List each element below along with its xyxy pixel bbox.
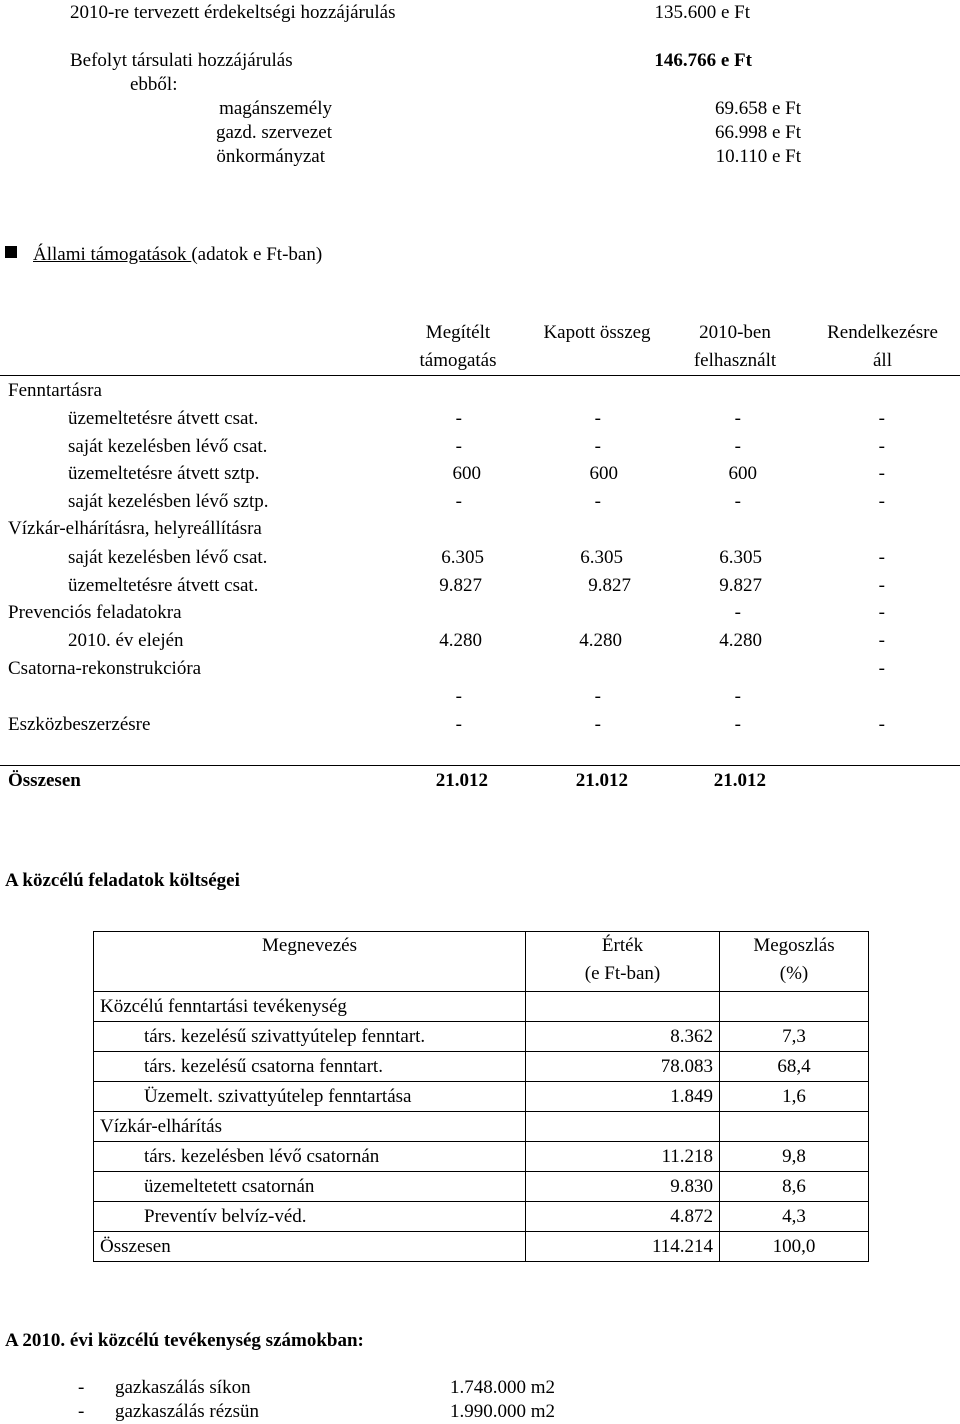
cell-received: 4.280 [579, 630, 622, 651]
row-value: 11.218 [526, 1142, 720, 1172]
cell-granted: - [455, 491, 462, 512]
row-label: Csatorna-rekonstrukcióra [8, 658, 202, 679]
contributor-label: gazd. szervezet [215, 122, 332, 143]
table-row [94, 1142, 869, 1172]
row-value: 9.830 [526, 1172, 720, 1202]
planned-contribution-label: 2010-re tervezett érdekeltségi hozzájárulás [70, 2, 396, 23]
row-share: 1,6 [720, 1082, 869, 1112]
cell-used: - [734, 714, 741, 735]
cell-used: 4.280 [719, 630, 762, 651]
total-granted: 21.012 [435, 770, 488, 791]
row-share: 68,4 [720, 1052, 869, 1082]
total-share: 100,0 [720, 1232, 869, 1262]
contributor-label: magánszemély [219, 98, 332, 119]
list-dash: - [78, 1377, 85, 1398]
contributor-value: 10.110 e Ft [715, 146, 801, 167]
cell-available: - [878, 658, 885, 679]
cell-granted: - [455, 686, 462, 707]
total-name: Összesen [94, 1232, 526, 1262]
cell-available: - [878, 630, 885, 651]
cell-received: - [594, 714, 601, 735]
table-row [94, 1202, 869, 1232]
row-name: társ. kezelésű csatorna fenntart. [94, 1052, 526, 1082]
cell-used: - [734, 602, 741, 623]
numbers-title: A 2010. évi közcélú tevékenység számokban: [5, 1330, 364, 1351]
row-label: saját kezelésben lévő csat. [68, 436, 268, 457]
row-label: üzemeltetésre átvett csat. [68, 575, 259, 596]
cell-used: - [734, 408, 741, 429]
row-label: saját kezelésben lévő sztp. [68, 491, 269, 512]
row-name: Preventív belvíz-véd. [94, 1202, 526, 1232]
cell-available: - [878, 547, 885, 568]
row-label: Eszközbeszerzésre [8, 714, 151, 735]
total-label: Összesen [8, 770, 81, 791]
col-header-granted: Megítélt támogatás [419, 322, 497, 371]
cell-used: - [734, 686, 741, 707]
table-row [94, 1172, 869, 1202]
cell-used: - [734, 436, 741, 457]
row-name: Üzemelt. szivattyútelep fenntartása [94, 1082, 526, 1112]
cell-available: - [878, 714, 885, 735]
cell-available: - [878, 408, 885, 429]
table-row [94, 1052, 869, 1082]
cell-received: 9.827 [588, 575, 631, 596]
cell-granted: 6.305 [441, 547, 484, 568]
group-label: Vízkár-elhárítás [94, 1112, 526, 1142]
row-label: saját kezelésben lévő csat. [68, 547, 268, 568]
state-subsidies-title: Állami támogatások (adatok e Ft-ban) [33, 244, 323, 265]
public-costs-table [93, 931, 869, 1262]
cell-available: - [878, 575, 885, 596]
cell-used: 6.305 [719, 547, 762, 568]
row-label: Prevenciós feladatokra [8, 602, 182, 623]
row-name: üzemeltetett csatornán [94, 1172, 526, 1202]
cell-available: - [878, 463, 885, 484]
row-label: 2010. év elején [68, 630, 184, 651]
row-share: 7,3 [720, 1022, 869, 1052]
total-received: 21.012 [575, 770, 628, 791]
collected-contribution-label: Befolyt társulati hozzájárulás [70, 50, 293, 71]
row-value: 1.849 [526, 1082, 720, 1112]
row-share: 9,8 [720, 1142, 869, 1172]
contributor-value: 69.658 e Ft [714, 98, 801, 119]
cell-used: 600 [728, 463, 757, 484]
contributor-value: 66.998 e Ft [714, 122, 801, 143]
cell-granted: - [455, 714, 462, 735]
total-value: 114.214 [526, 1232, 720, 1262]
cell-granted: 600 [452, 463, 481, 484]
row-value: 4.872 [526, 1202, 720, 1232]
cell-received: - [594, 491, 601, 512]
header-share: Megoszlás (%) [720, 932, 869, 992]
col-header-received: Kapott összeg [543, 322, 651, 343]
header-name: Megnevezés [94, 932, 526, 992]
contributor-label: önkormányzat [216, 146, 325, 167]
cell-received: - [594, 408, 601, 429]
cell-received: 6.305 [580, 547, 623, 568]
row-name: társ. kezelésű szivattyútelep fenntart. [94, 1022, 526, 1052]
list-item-value: 1.990.000 m2 [450, 1401, 556, 1422]
row-name: társ. kezelésben lévő csatornán [94, 1142, 526, 1172]
total-rule [0, 765, 960, 766]
header-rule [0, 375, 960, 376]
cell-available: - [878, 602, 885, 623]
row-value: 8.362 [526, 1022, 720, 1052]
public-costs-title: A közcélú feladatok költségei [5, 870, 240, 891]
cell-used: 9.827 [719, 575, 762, 596]
cell-received: - [594, 436, 601, 457]
header-value: Érték (e Ft-ban) [526, 932, 720, 992]
table-group-row [94, 1112, 869, 1142]
group-label: Közcélú fenntartási tevékenység [94, 992, 526, 1022]
cell-granted: - [455, 436, 462, 457]
cell-received: 600 [589, 463, 618, 484]
row-label: üzemeltetésre átvett sztp. [68, 463, 260, 484]
cell-used: - [734, 491, 741, 512]
row-value: 78.083 [526, 1052, 720, 1082]
row-share: 4,3 [720, 1202, 869, 1232]
cell-granted: 4.280 [439, 630, 482, 651]
cell-available: - [878, 491, 885, 512]
cell-granted: - [455, 408, 462, 429]
list-item-label: gazkaszálás síkon [115, 1377, 251, 1398]
square-bullet-icon [5, 246, 17, 258]
row-label: üzemeltetésre átvett csat. [68, 408, 259, 429]
total-used: 21.012 [713, 770, 766, 791]
table-total-row [94, 1232, 869, 1262]
table-group-row [94, 992, 869, 1022]
cell-available: - [878, 436, 885, 457]
collected-contribution-value: 146.766 e Ft [654, 50, 752, 71]
col-header-used: 2010-ben felhasznált [693, 322, 777, 371]
list-item-label: gazkaszálás rézsün [115, 1401, 260, 1422]
group-label: Fenntartásra [8, 380, 102, 401]
col-header-available: Rendelkezésre áll [827, 322, 938, 371]
planned-contribution-value: 135.600 e Ft [654, 2, 750, 23]
row-share: 8,6 [720, 1172, 869, 1202]
cell-granted: 9.827 [439, 575, 482, 596]
of-which-label: ebből: [130, 74, 178, 95]
table-header-row [94, 932, 869, 992]
cell-received: - [594, 686, 601, 707]
group-label: Vízkár-elhárításra, helyreállításra [8, 518, 262, 539]
list-item-value: 1.748.000 m2 [450, 1377, 556, 1398]
table-row [94, 1022, 869, 1052]
table-row [94, 1082, 869, 1112]
list-dash: - [78, 1401, 85, 1422]
